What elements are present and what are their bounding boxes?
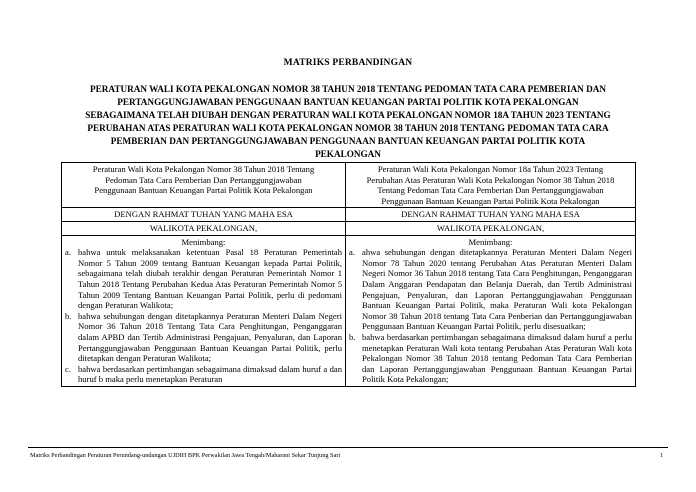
subtitle-line: PEKALONGAN xyxy=(315,149,381,159)
comparison-table xyxy=(61,162,636,387)
list-marker: a. xyxy=(65,247,71,258)
subtitle-line: PERTANGGUNGJAWABAN PENGGUNAAN BANTUAN KEUANGAN PARTAI POLITIK KOTA PEKALONGAN xyxy=(117,97,579,107)
list-text: ahwa sehubungan dengan ditetapkannya Peraturan Menteri Dalam Negeri Nomor 78 Tahun 2020 tentang Perubahan Atas Peraturan Menteri Dalam Negeri Nomor 36 Tahun 2018 tentang Tata Cara Penghitungan, Penganggaran Dalam Anggaran Pendapatan dan Belanja Daerah, dan Tertib Administrasi Pengajuan, Penyaluran, dan Laporan Pertanggungjawaban Penggunaan Bantuan Keuangan Partai Politik, maka Peraturan Wali kota Pekalongan Nomor 38 Tahun 2018 tentang Tata Cara Penberian dan Pertanggungjawaban Penggunaan Bantuan Keuangan Partai Politik, perlu disesuaikan; xyxy=(362,247,632,332)
list-marker: c. xyxy=(65,363,71,374)
left-rahmat: DENGAN RAHMAT TUHAN YANG MAHA ESA xyxy=(62,208,346,222)
right-header-line: Perubahan Atas Peraturan Wali Kota Pekalongan Nomor 38 Tahun 2018 xyxy=(366,174,615,185)
right-rahmat: DENGAN RAHMAT TUHAN YANG MAHA ESA xyxy=(346,208,636,222)
header-row xyxy=(62,163,636,208)
document-subtitle xyxy=(52,83,644,161)
right-header-line: Tentang Pedoman Tata Cara Pemberian Dan Pertanggungjawaban xyxy=(377,185,604,196)
left-column-header xyxy=(62,163,346,208)
footer-text: Matriks Perbandingan Peraturan Perundang-undangan UJDIH BPK Perwakilan Jawa Tengah/Maharani Sekar Tunjung Sari xyxy=(30,452,341,459)
list-item xyxy=(65,364,342,385)
list-marker: b. xyxy=(65,310,72,321)
left-menimbang-cell xyxy=(62,235,346,386)
list-marker: b. xyxy=(349,331,356,342)
right-menimbang-cell xyxy=(346,235,636,386)
document-title: MATRIKS PERBANDINGAN xyxy=(283,58,413,68)
right-menimbang-label: Menimbang: xyxy=(468,236,513,247)
left-menimbang-label: Menimbang: xyxy=(181,236,226,247)
subtitle-line: PEMBERIAN DAN PERTANGGUNGJAWABAN PENGGUNAAN BANTUAN KEUANGAN PARTAI POLITIK KOTA xyxy=(110,136,586,146)
left-walikota: WALIKOTA PEKALONGAN, xyxy=(62,221,346,235)
list-item xyxy=(349,332,632,385)
subtitle-line: PERUBAHAN ATAS PERATURAN WALI KOTA PEKALONGAN NOMOR 38 TAHUN 2018 TENTANG PEDOMAN TATA CARA xyxy=(87,123,609,133)
list-text: bahwa untuk melaksanakan ketentuan Pasal 18 Peraturan Pemerintah Nomor 5 Tahun 2009 tentang Bantuan Keuangan kepada Partai Politik, sebagaimana telah diubah terakhir dengan Peraturan Pemerintah Nomor 1 Tahun 2018 Tentang Perubahan Kedua Atas Peraturan Pemerintah Nomor 5 Tahun 2009 Tentang Bantuan Keuangan Partai Politik, perlu di pedomani dengan Peraturan Walikota; xyxy=(78,247,342,311)
right-column-header xyxy=(346,163,636,208)
subtitle-line: PERATURAN WALI KOTA PEKALONGAN NOMOR 38 TAHUN 2018 TENTANG PEDOMAN TATA CARA PEMBERIAN DAN xyxy=(90,84,606,94)
list-item xyxy=(349,247,632,332)
subtitle-line: SEBAGAIMANA TELAH DIUBAH DENGAN PERATURAN WALI KOTA PEKALONGAN NOMOR 18A TAHUN 2023 TENTANG xyxy=(85,110,611,120)
walikota-row xyxy=(62,221,636,235)
list-item xyxy=(65,311,342,364)
menimbang-row xyxy=(62,235,636,386)
left-header-line: Pedoman Tata Cara Pemberian Dan Pertanggungjawaban xyxy=(105,174,302,185)
right-walikota: WALIKOTA PEKALONGAN, xyxy=(346,221,636,235)
list-item xyxy=(65,247,342,311)
right-header-line: Penggunaan Bantuan Keuangan Partai Politik Kota Pekalongan xyxy=(381,195,600,206)
rahmat-row xyxy=(62,208,636,222)
list-marker: a. xyxy=(349,247,355,258)
right-header-line: Peraturan Wali Kota Pekalongan Nomor 18a Tahun 2023 Tentang xyxy=(377,164,604,174)
footer-divider xyxy=(28,447,668,448)
page-number: 1 xyxy=(660,452,664,459)
list-text: bahwa berdasarkan pertimbangan sebagaimana dimaksud dalam huruf a perlu menetapkan Peraturan Wali kota tentang Perubahan Atas Peraturan Wali kota Pekalongan Nomor 38 Tahun 2018 tentang Pedoman Tata Cara Pemberian dan Laporan Pertanggungjawaban Penggunaan Bantuan Keuangan Partai Politik Kota Pekalongan; xyxy=(362,331,632,385)
list-text: bahwa berdasarkan pertimbangan sebagaimana dimaksud dalam huruf a dan huruf b maka perlu menetapkan Peraturan xyxy=(78,363,342,385)
right-considerations-list xyxy=(349,247,632,385)
list-text: bahwa sehubungan dengan ditetapkannya Peraturan Menteri Dalam Negeri Nomor 36 Tahun 2018 Tentang Tata Cara Penghitungan, Penganggaran dalam APBD dan Tertib Administrasi Pengajuan, Penyaluran, dan Laporan Pertanggungjawaban Penggunaan Bantuan Keuangan Partai Politik, perlu ditetapkan dengan Peraturan Walikota; xyxy=(78,310,342,364)
left-header-line: Peraturan Wali Kota Pekalongan Nomor 38 Tahun 2018 Tentang xyxy=(92,164,315,174)
left-header-line: Penggunaan Bantuan Keuangan Partai Politik Kota Pekalongan xyxy=(94,185,313,196)
left-considerations-list xyxy=(65,247,342,385)
